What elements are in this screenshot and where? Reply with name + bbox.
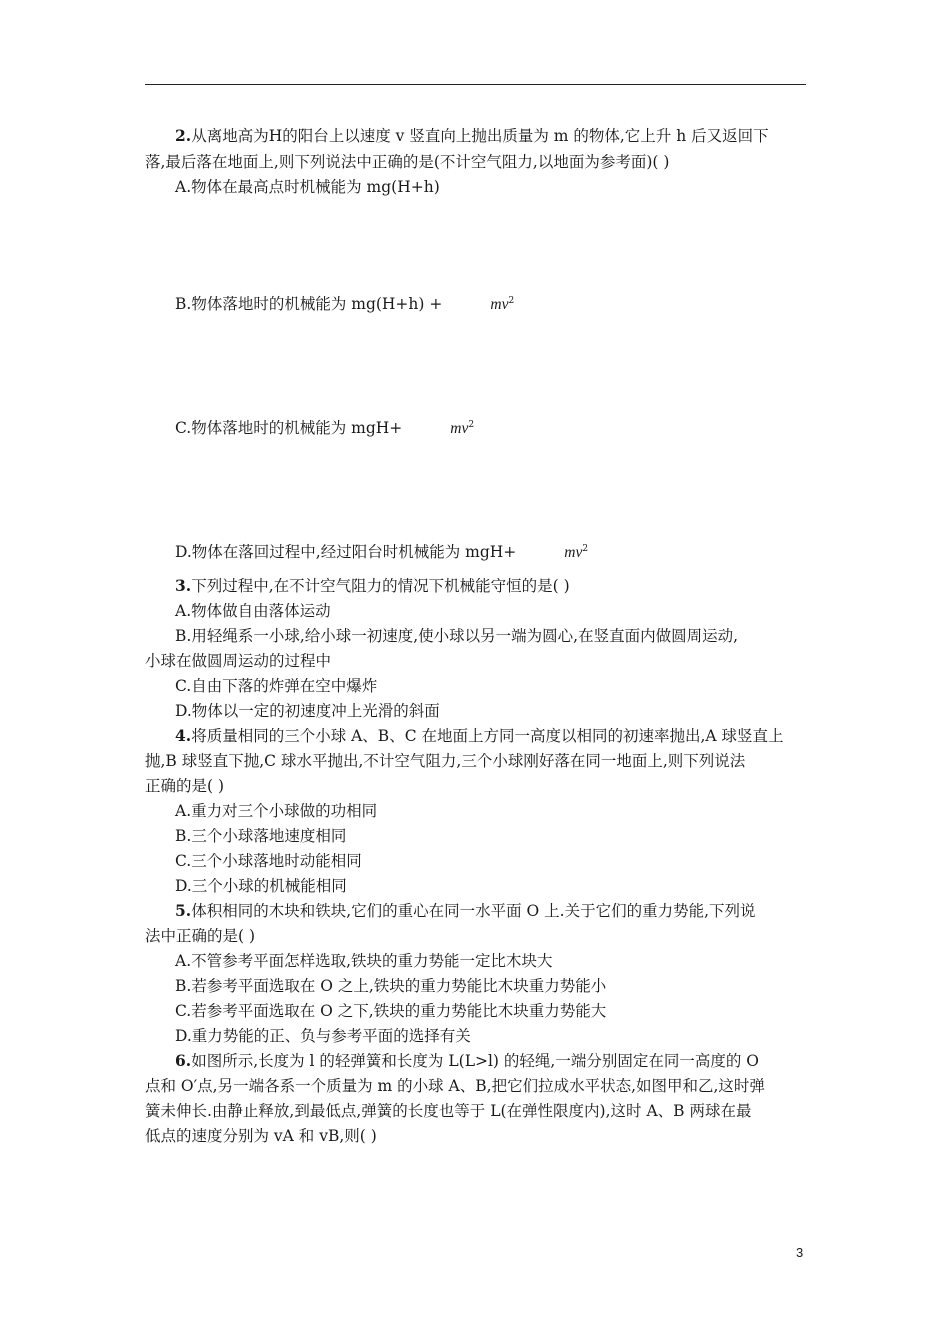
q5-option-c: C.若参考平面选取在 O 之下,铁块的重力势能比木块重力势能大 <box>175 1002 607 1020</box>
q6-stem-line1: 6.如图所示,长度为 l 的轻弹簧和长度为 L(L>l) 的轻绳,一端分别固定在同一高度的 O <box>175 1051 759 1070</box>
q2-option-c: C.物体落地时的机械能为 $mgH+ mv^2$ <box>175 419 475 438</box>
q2-stem-line2: 落,最后落在地面上,则下列说法中正确的是(不计空气阻力,以地面为参考面)( ) <box>145 153 670 171</box>
q2-option-b: B.物体落地时的机械能为 $mg(H+h) + mv^2$ <box>175 295 515 314</box>
q6-stem-line3: 簧未伸长.由静止释放,到最低点,弹簧的长度也等于 L(在弹性限度内),这时 A、B 两球在最 <box>145 1102 752 1120</box>
q5-stem-line2: 法中正确的是( ) <box>145 927 256 945</box>
q6-stem-line2: 点和 O′点,另一端各系一个质量为 m 的小球 A、B,把它们拉成水平状态,如图甲和乙,这时弹 <box>145 1077 765 1095</box>
q6-number: 6. <box>175 1051 192 1070</box>
q3-option-d: D.物体以一定的初速度冲上光滑的斜面 <box>175 702 440 720</box>
q4-number: 4. <box>175 726 192 745</box>
q2-number: 2. <box>175 126 192 145</box>
q4-option-c: C.三个小球落地时动能相同 <box>175 852 362 870</box>
q3-option-a: A.物体做自由落体运动 <box>175 602 331 620</box>
q3-option-b-line2: 小球在做圆周运动的过程中 <box>145 652 332 670</box>
header-rule <box>145 84 806 85</box>
q5-option-b: B.若参考平面选取在 O 之上,铁块的重力势能比木块重力势能小 <box>175 977 607 995</box>
q4-option-d: D.三个小球的机械能相同 <box>175 877 347 895</box>
q2-option-a: A.物体在最高点时机械能为 mg(H+h) <box>175 178 440 196</box>
q3-number: 3. <box>175 576 192 595</box>
q3-stem: 3.下列过程中,在不计空气阻力的情况下机械能守恒的是( ) <box>175 576 570 595</box>
page-number: 3 <box>796 1245 804 1260</box>
q3-option-b-line1: B.用轻绳系一小球,给小球一初速度,使小球以另一端为圆心,在竖直面内做圆周运动, <box>175 627 739 645</box>
q4-option-b: B.三个小球落地速度相同 <box>175 827 347 845</box>
q5-option-d: D.重力势能的正、负与参考平面的选择有关 <box>175 1027 471 1045</box>
q3-option-c: C.自由下落的炸弹在空中爆炸 <box>175 677 378 695</box>
q5-option-a: A.不管参考平面怎样选取,铁块的重力势能一定比木块大 <box>175 952 553 970</box>
q5-stem-line1: 5.体积相同的木块和铁块,它们的重心在同一水平面 O 上.关于它们的重力势能,下列说 <box>175 901 756 920</box>
q2-stem-line1: 2.从离地高为H的阳台上以速度 v 竖直向上抛出质量为 m 的物体,它上升 h 后又返回下 <box>175 126 769 145</box>
q4-option-a: A.重力对三个小球做的功相同 <box>175 802 378 820</box>
q6-stem-line4: 低点的速度分别为 vA 和 vB,则( ) <box>145 1127 377 1145</box>
q4-stem-line2: 抛,B 球竖直下抛,C 球水平抛出,不计空气阻力,三个小球刚好落在同一地面上,则下列说法 <box>145 752 746 770</box>
q4-stem-line3: 正确的是( ) <box>145 777 225 795</box>
q5-number: 5. <box>175 901 192 920</box>
q2-option-d: D.物体在落回过程中,经过阳台时机械能为 $mgH+ mv^2$ <box>175 543 589 562</box>
q4-stem-line1: 4.将质量相同的三个小球 A、B、C 在地面上方同一高度以相同的初速率抛出,A 球竖直上 <box>175 726 784 745</box>
